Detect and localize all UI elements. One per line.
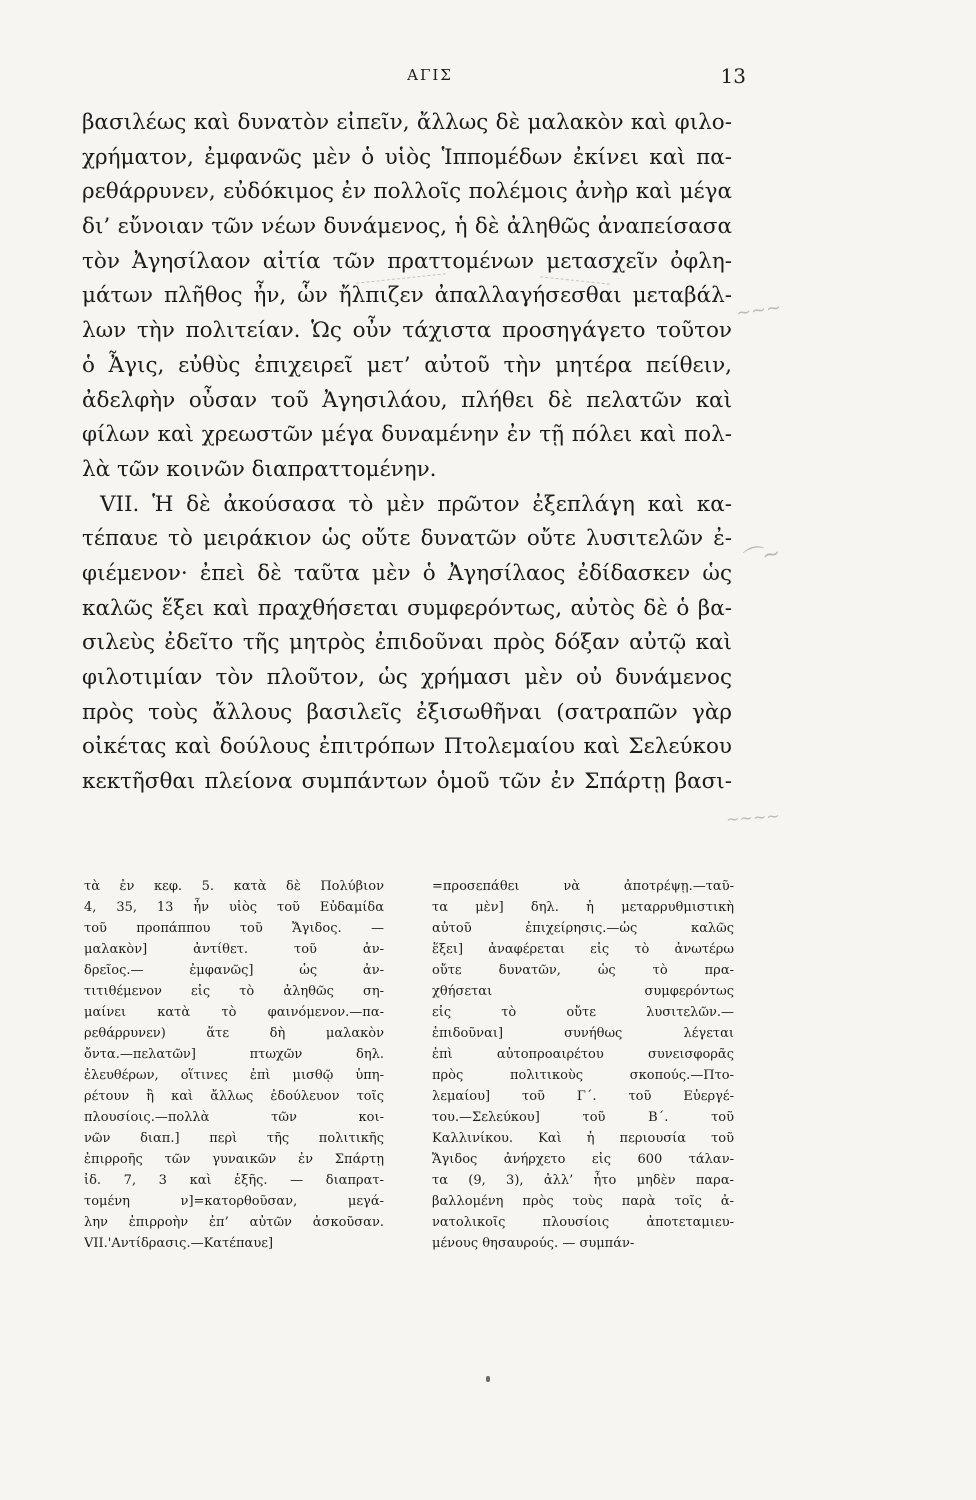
note-line: λην ἐπιρροὴν ἐπ’ αὐτῶν ἀσκοῦσαν. bbox=[84, 1215, 384, 1230]
text-line: φιέμενον· ἐπεὶ δὲ ταῦτα μὲν ὁ Ἀγησίλαος ἐδίδασκεν ὡς bbox=[82, 560, 732, 586]
running-head bbox=[120, 64, 746, 90]
footnotes-left-column bbox=[84, 876, 384, 1254]
note-line: VII.'Αντίδρασις.—Κατέπαυε] bbox=[84, 1236, 274, 1251]
note-line: τοῦ προπάππου τοῦ Ἄγιδος. — bbox=[84, 921, 384, 936]
text-line: ὁ Ἆγις, εὐθὺς ἐπιχειρεῖ μετ’ αὐτοῦ τὴν μητέρα πείθειν, bbox=[82, 352, 732, 378]
note-line: νῶν διαπ.] περὶ τῆς πολιτικῆς bbox=[84, 1131, 384, 1146]
pencil-annotation: ~~~ bbox=[734, 296, 783, 325]
note-line: του.—Σελεύκου] τοῦ Β΄. τοῦ bbox=[432, 1110, 734, 1125]
note-line: ὄντα.—πελατῶν] πτωχῶν δηλ. bbox=[84, 1047, 384, 1062]
note-line: 4, 35, 13 ἦν υἱὸς τοῦ Εὐδαμίδα bbox=[84, 900, 384, 915]
text-line: δι’ εὔνοιαν τῶν νέων δυνάμενος, ἡ δὲ ἀληθῶς ἀναπείσασα bbox=[82, 214, 732, 240]
note-line: τα μὲν] δηλ. ἡ μεταρρυθμιστικὴ bbox=[432, 900, 734, 915]
running-title: ΑΓΙΣ bbox=[407, 66, 453, 84]
text-line: μάτων πλῆθος ἦν, ὧν ἤλπιζεν ἀπαλλαγήσεσθαι μεταβάλ- bbox=[82, 283, 732, 309]
text-line: ρεθάρρυνεν, εὐδόκιμος ἐν πολλοῖς πολέμοις ἀνὴρ καὶ μέγα bbox=[82, 179, 732, 205]
note-line: πλουσίοις.—πολλὰ τῶν κοι- bbox=[84, 1110, 384, 1125]
note-line: μένους θησαυρούς. — συμπάν- bbox=[432, 1236, 635, 1251]
note-line: χθήσεται συμφερόντως bbox=[432, 984, 734, 999]
text-line: φιλοτιμίαν τὸν πλοῦτον, ὡς χρήμασι μὲν οὐ δυνάμενος bbox=[82, 665, 732, 690]
text-line: χρήματον, ἐμφανῶς μὲν ὁ υἱὸς Ἱππομέδων ἐκίνει καὶ πα- bbox=[82, 144, 732, 170]
note-line: λεμαίου] τοῦ Γ΄. τοῦ Εὐεργέ- bbox=[432, 1089, 734, 1104]
note-line: μαίνει κατὰ τὸ φαινόμενον.—πα- bbox=[84, 1005, 384, 1020]
note-line: εἰς τὸ οὔτε λυσιτελῶν.— bbox=[432, 1005, 734, 1020]
page-number: 13 bbox=[720, 64, 746, 88]
note-line: ρεθάρρυνεν) ἅτε δὴ μαλακὸν bbox=[84, 1026, 384, 1041]
note-line: τὰ ἐν κεφ. 5. κατὰ δὲ Πολύβιον bbox=[84, 879, 384, 894]
text-line: λὰ τῶν κοινῶν διαπραττομένην. bbox=[82, 456, 437, 482]
text-line: βασιλέως καὶ δυνατὸν εἰπεῖν, ἄλλως δὲ μαλακὸν καὶ φιλο- bbox=[82, 110, 732, 135]
text-line: σιλεὺς ἐδεῖτο τῆς μητρὸς ἐπιδοῦναι πρὸς δόξαν αὐτῷ καὶ bbox=[82, 630, 732, 656]
note-line: ἐλευθέρων, οἵτινες ἐπὶ μισθῷ ὑπη- bbox=[84, 1068, 384, 1083]
note-line: ἰδ. 7, 3 καὶ ἑξῆς. — διαπρατ- bbox=[84, 1173, 384, 1188]
text-line: οἰκέτας καὶ δούλους ἐπιτρόπων Πτολεμαίου καὶ Σελεύκου bbox=[82, 734, 732, 760]
section-heading-line: VII. Ἡ δὲ ἀκούσασα τὸ μὲν πρῶτον ἐξεπλάγη καὶ κα- bbox=[100, 491, 732, 517]
text-line: πρὸς τοὺς ἄλλους βασιλεῖς ἐξισωθῆναι (σατραπῶν γὰρ bbox=[82, 699, 732, 725]
note-line: τιτιθέμενον εἰς τὸ ἀληθῶς ση- bbox=[84, 984, 384, 999]
text-line: τέπαυε τὸ μειράκιον ὡς οὔτε δυνατῶν οὔτε λυσιτελῶν ἐ- bbox=[82, 526, 732, 552]
note-line: νατολικοῖς πλουσίοις ἀποτεταμιευ- bbox=[432, 1215, 734, 1230]
note-line: Ἄγιδος ἀνήρχετο εἰς 600 τάλαν- bbox=[432, 1152, 734, 1167]
text-line: λων τὴν πολιτείαν. Ὡς οὖν τάχιστα προσηγάγετο τοῦτον bbox=[82, 318, 732, 344]
note-line: τομένη ν]=κατορθοῦσαν, μεγά- bbox=[84, 1194, 384, 1209]
note-line: ἐπὶ αὐτοπροαιρέτου συνεισφορᾶς bbox=[432, 1047, 734, 1062]
text-line: κεκτῆσθαι πλείονα συμπάντων ὁμοῦ τῶν ἐν Σπάρτῃ βασι- bbox=[82, 769, 732, 795]
note-line: =προσεπάθει νὰ ἀποτρέψῃ.—ταῦ- bbox=[432, 879, 734, 894]
text-line: καλῶς ἕξει καὶ πραχθήσεται συμφερόντως, αὐτὸς δὲ ὁ βα- bbox=[82, 595, 732, 621]
ink-speck bbox=[486, 1376, 490, 1382]
text-line: φίλων καὶ χρεωστῶν μέγα δυναμένην ἐν τῇ πόλει καὶ πολ- bbox=[82, 422, 732, 448]
note-line: ἐπιρροῆς τῶν γυναικῶν ἐν Σπάρτῃ bbox=[84, 1152, 384, 1167]
pencil-annotation: ~~~~ bbox=[725, 806, 781, 829]
note-line: μαλακὸν] ἀντίθετ. τοῦ ἀν- bbox=[84, 942, 384, 957]
note-line: ἐπιδοῦναι] συνήθως λέγεται bbox=[432, 1026, 734, 1041]
text-line: τὸν Ἀγησίλαον αἰτία τῶν πραττομένων μετασχεῖν ὀφλη- bbox=[82, 248, 732, 274]
main-text bbox=[82, 106, 732, 800]
pencil-annotation: ⌒~ bbox=[738, 540, 784, 575]
note-line: ἕξει] ἀναφέρεται εἰς τὸ ἀνωτέρω bbox=[432, 942, 734, 957]
text-line: ἀδελφὴν οὖσαν τοῦ Ἀγησιλάου, πλήθει δὲ πελατῶν καὶ bbox=[82, 387, 732, 413]
note-line: δρεῖος.— ἐμφανῶς] ὡς ἀν- bbox=[84, 963, 384, 978]
note-line: ρέτουν ἢ καὶ ἄλλως ἐδούλευον τοῖς bbox=[84, 1089, 384, 1104]
footnotes-right-column bbox=[432, 876, 734, 1254]
note-line: βαλλομένη πρὸς τοὺς παρὰ τοῖς ἀ- bbox=[432, 1194, 734, 1209]
note-line: Καλλινίκου. Καὶ ἡ περιουσία τοῦ bbox=[432, 1131, 734, 1146]
note-line: οὔτε δυνατῶν, ὡς τὸ πρα- bbox=[432, 963, 734, 978]
note-line: αὐτοῦ ἐπιχείρησις.—ὡς καλῶς bbox=[432, 921, 734, 936]
note-line: τα (9, 3), ἀλλ’ ἦτο μηδὲν παρα- bbox=[432, 1173, 734, 1188]
note-line: πρὸς πολιτικοὺς σκοπούς.—Πτο- bbox=[432, 1068, 734, 1083]
